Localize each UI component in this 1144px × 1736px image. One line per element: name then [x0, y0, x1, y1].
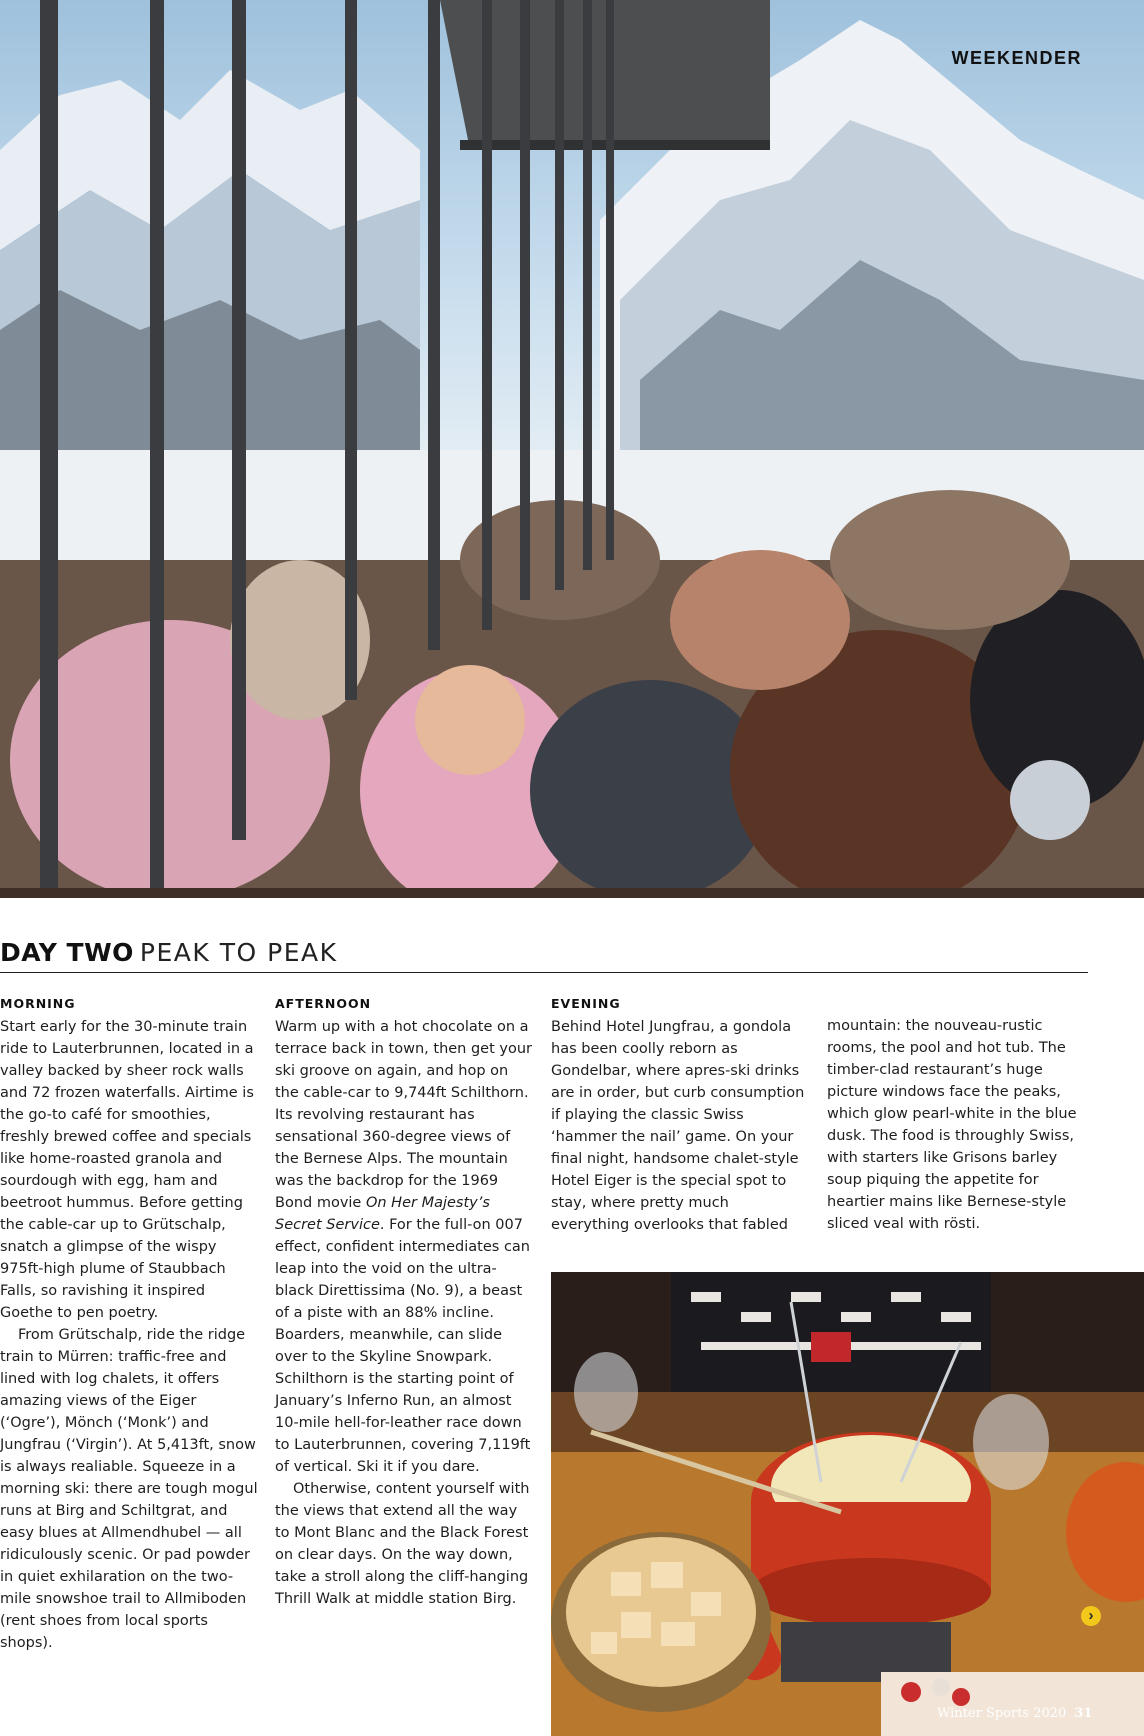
afternoon-paragraph-2: Otherwise, content yourself with the views that extend all the way to Mont Blanc and the Black Forest on clear days. On the way down, take a stroll along the cliff-hanging Thrill Walk at middle station Birg.: [275, 1481, 530, 1607]
morning-paragraph-1: Start early for the 30-minute train ride to Lauterbrunnen, located in a valley backed by sheer rock walls and 72 frozen waterfalls. Airtime is the go-to café for smoothies, freshly brewed coffee and specials like home-roasted granola and sourdough with egg, ham and beetroot hummus. Before getting the cable-car up to Grütschalp, snatch a glimpse of the wispy 975ft-high plume of Staubbach Falls, so ravishing it inspired Goethe to pen poetry.: [0, 1019, 254, 1321]
afternoon-label: AFTERNOON: [275, 996, 372, 1011]
evening-column: [551, 993, 809, 1236]
chevron-right-icon[interactable]: ›: [1081, 1606, 1101, 1626]
evening-column-continued: [827, 1015, 1085, 1235]
page-number: 31: [1074, 1706, 1093, 1721]
day-label: DAY TWO: [0, 938, 134, 967]
afternoon-column: [275, 993, 533, 1610]
section-subtitle: PEAK TO PEAK: [139, 938, 338, 967]
publication-name: Winter Sports 2020: [937, 1706, 1067, 1721]
morning-label: MORNING: [0, 996, 76, 1011]
page-footer: [937, 1706, 1092, 1721]
afternoon-text-a: Warm up with a hot chocolate on a terrace back in town, then get your ski groove on again, and hop on the cable-car to 9,744ft Schilthorn. Its revolving restaurant has sensational 360-degree views of the Bernese Alps. The mountain was the backdrop for the 1969 Bond movie: [275, 1019, 532, 1211]
fondue-photo: [551, 1272, 1144, 1736]
afternoon-text-b: . For the full-on 007 effect, confident intermediates can leap into the void on the ultra-black Direttissima (No. 9), a beast of a piste with an 88% incline. Boarders, meanwhile, can slide over to the Skyline Snowpark. Schilthorn is the starting point of January’s Inferno Run, an almost 10-mile hell-for-leather race down to Lauterbrunnen, covering 7,119ft of vertical. Ski it if you dare.: [275, 1217, 531, 1475]
section-heading: [0, 938, 1088, 973]
morning-column: [0, 993, 258, 1654]
evening-label: EVENING: [551, 996, 621, 1011]
evening-paragraph-1b: mountain: the nouveau-rustic rooms, the pool and hot tub. The timber-clad restaurant’s huge picture windows face the peaks, which glow pearl-white in the blue dusk. The food is throughly Swiss, with starters like Grisons barley soup piquing the appetite for heartier mains like Bernese-style sliced veal with rösti.: [827, 1018, 1077, 1232]
evening-paragraph-1a: Behind Hotel Jungfrau, a gondola has been coolly reborn as Gondelbar, where apres-ski drinks are in order, but curb consumption if playing the classic Swiss ‘hammer the nail’ game. On your final night, handsome chalet-style Hotel Eiger is the special spot to stay, where pretty much everything overlooks that fabled: [551, 1019, 805, 1233]
fondue-illustration: [551, 1272, 1144, 1736]
morning-paragraph-2: From Grütschalp, ride the ridge train to Mürren: traffic-free and lined with log chalets, it offers amazing views of the Eiger (‘Ogre’), Mönch (‘Monk’) and Jungfrau (‘Virgin’). At 5,413ft, snow is always realiable. Squeeze in a morning ski: there are tough mogul runs at Birg and Schiltgrat, and easy blues at Allmendhubel — all ridiculously scenic. Or pad powder in quiet exhilaration on the two-mile snowshoe trail to Allmiboden (rent shoes from local sports shops).: [0, 1327, 258, 1651]
film-title: On Her Majesty’s Secret Service: [275, 1195, 490, 1233]
section-tag: WEEKENDER: [951, 48, 1082, 68]
afternoon-paragraph-1: [275, 1016, 533, 1478]
